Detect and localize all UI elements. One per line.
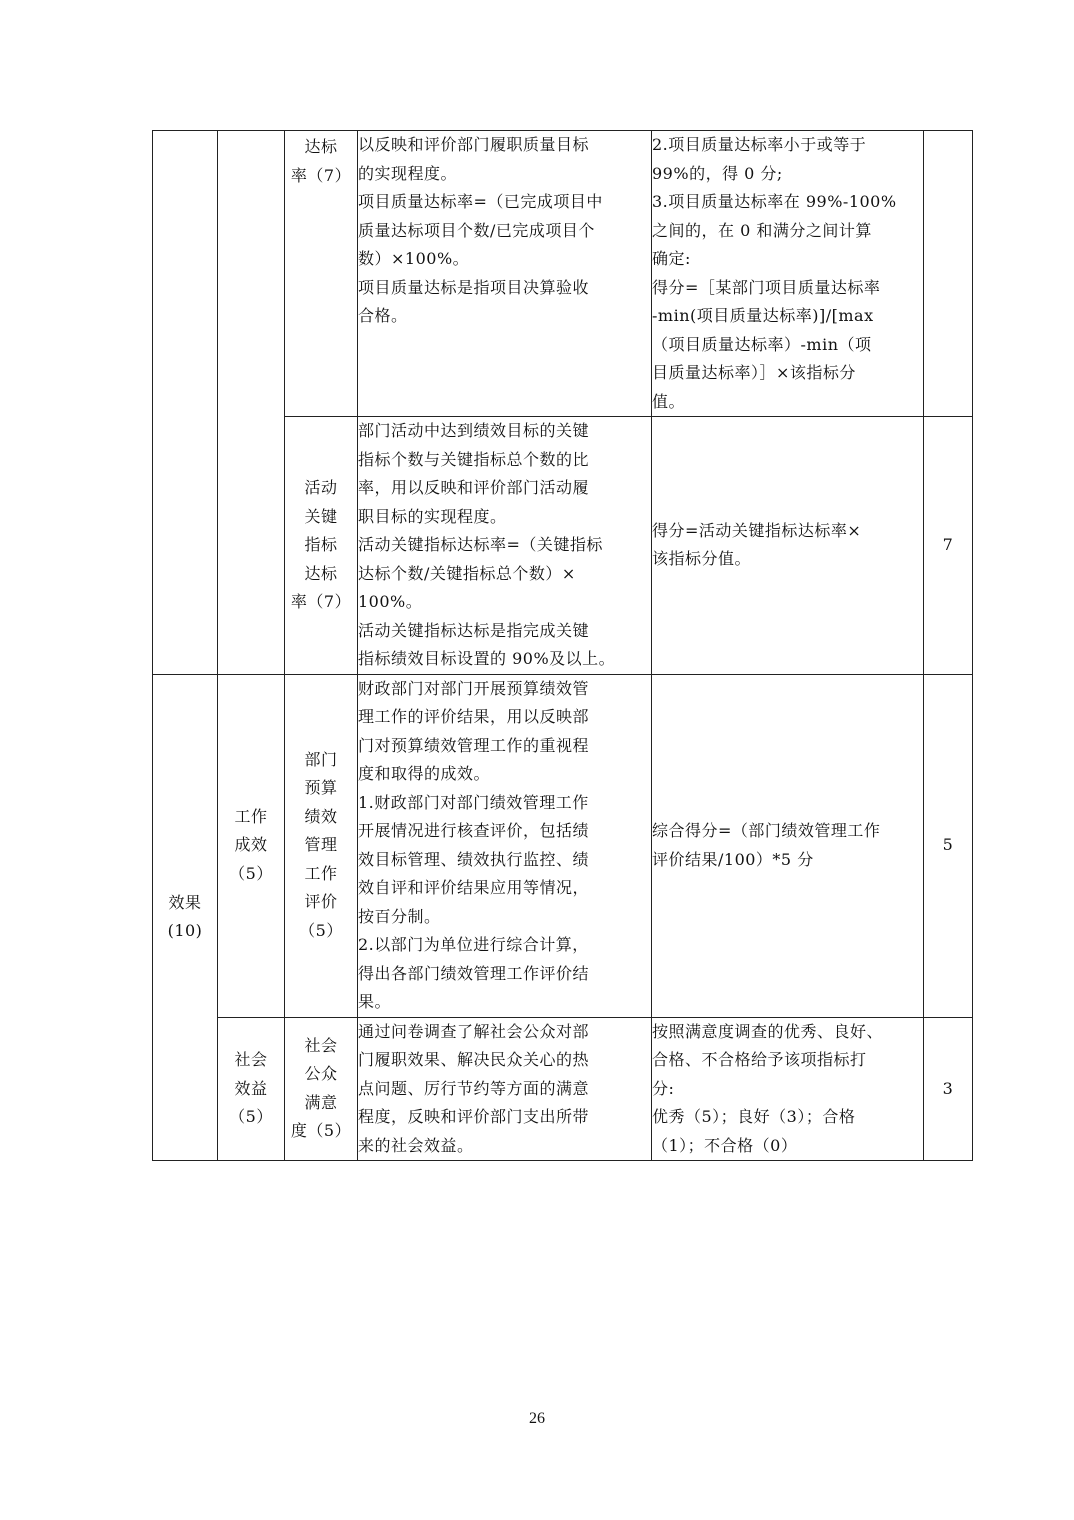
score-cell: 5 — [924, 674, 973, 1017]
criteria-cell: 综合得分=（部门绩效管理工作 评价结果/100）*5 分 — [652, 674, 924, 1017]
score-cell — [924, 131, 973, 417]
level2-cell: 社会 效益 （5） — [218, 1017, 285, 1161]
indicator-cell: 社会 公众 满意 度（5） — [285, 1017, 358, 1161]
level2-cell: 工作 成效 （5） — [218, 674, 285, 1017]
description-cell: 财政部门对部门开展预算绩效管 理工作的评价结果，用以反映部 门对预算绩效管理工作的重视程 度和取得的成效。 1.财政部门对部门绩效管理工作 开展情况进行核查评价，包括绩 效目标管理、绩效执行监控、绩 效自评和评价结果应用等情况， 按百分制。 2.以部门为单位进行综合计算， 得出各部门绩效管理工作评价结 果。 — [358, 674, 652, 1017]
criteria-cell: 2.项目质量达标率小于或等于 99%的，得 0 分; 3.项目质量达标率在 99%-100% 之间的，在 0 和满分之间计算 确定: 得分=［某部门项目质量达标率 -min(项目质量达标率)]/[max （项目质量达标率）-min（项 目质量达标率）］×该指标分 值。 — [652, 131, 924, 417]
level1-cell-empty — [153, 131, 218, 675]
score-cell: 3 — [924, 1017, 973, 1161]
evaluation-table — [152, 130, 973, 1161]
table-row — [153, 1017, 973, 1161]
criteria-cell: 按照满意度调查的优秀、良好、 合格、不合格给予该项指标打 分: 优秀（5）；良好（3）；合格 （1）；不合格（0） — [652, 1017, 924, 1161]
page-number: 26 — [529, 1410, 545, 1427]
indicator-cell: 部门 预算 绩效 管理 工作 评价 （5） — [285, 674, 358, 1017]
description-cell: 通过问卷调查了解社会公众对部 门履职效果、解决民众关心的热 点问题、厉行节约等方面的满意 程度，反映和评价部门支出所带 来的社会效益。 — [358, 1017, 652, 1161]
description-cell: 部门活动中达到绩效目标的关键 指标个数与关键指标总个数的比 率，用以反映和评价部门活动履 职目标的实现程度。 活动关键指标达标率=（关键指标 达标个数/关键指标总个数）× 100%。 活动关键指标达标是指完成关键 指标绩效目标设置的 90%及以上。 — [358, 417, 652, 675]
indicator-cell: 活动 关键 指标 达标 率（7） — [285, 417, 358, 675]
criteria-cell: 得分=活动关键指标达标率× 该指标分值。 — [652, 417, 924, 675]
description-cell: 以反映和评价部门履职质量目标 的实现程度。 项目质量达标率=（已完成项目中 质量达标项目个数/已完成项目个 数）×100%。 项目质量达标是指项目决算验收 合格。 — [358, 131, 652, 417]
level2-cell-empty — [218, 131, 285, 675]
table-row — [153, 674, 973, 1017]
table-row — [153, 131, 973, 417]
score-cell: 7 — [924, 417, 973, 675]
level1-cell: 效果 (10) — [153, 674, 218, 1161]
indicator-cell: 达标 率（7） — [285, 131, 358, 417]
